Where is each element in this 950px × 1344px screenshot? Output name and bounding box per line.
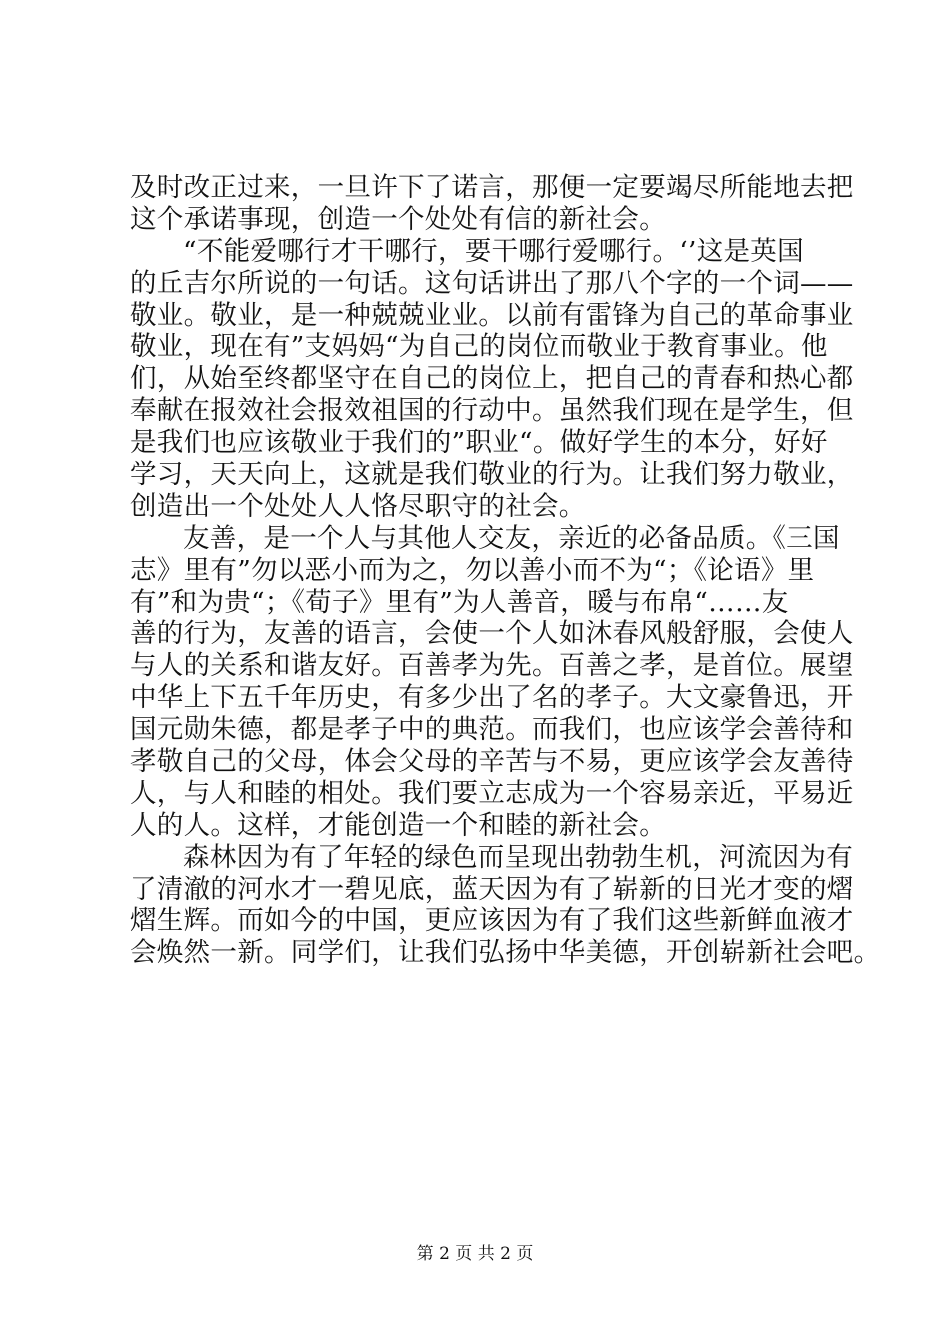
text-line: 学习，天天向上，这就是我们敬业的行为。让我们努力敬业， (130, 459, 854, 491)
paragraph-start-line: 森林因为有了年轻的绿色而呈现出勃勃生机，河流因为有 (183, 841, 853, 873)
text-line: 及时改正过来，一旦许下了诺言，那便一定要竭尽所能地去把 (130, 172, 854, 203)
text-line: 孝敬自己的父母，体会父母的辛苦与不易，更应该学会友善待 (130, 746, 854, 778)
text-line: 这个承诺事现，创造一个处处有信的新社会。 (130, 203, 666, 235)
text-line: 人，与人和睦的相处。我们要立志成为一个容易亲近，平易近 (130, 777, 854, 809)
text-line: 们，从始至终都坚守在自己的岗位上，把自己的青春和热心都 (130, 363, 854, 395)
text-line: 志》里有”勿以恶小而为之，勿以善小而不为“；《论语》里 (130, 554, 815, 586)
text-line: 国元勋朱德，都是孝子中的典范。而我们，也应该学会善待和 (130, 714, 854, 746)
paragraph-start-line: “不能爱哪行才干哪行，要干哪行爱哪行。‘’这是英国 (183, 235, 804, 267)
text-line: 中华上下五千年历史，有多少出了名的孝子。大文豪鲁迅，开 (130, 682, 854, 714)
paragraph-start-line: 友善，是一个人与其他人交友，亲近的必备品质。《三国 (183, 522, 840, 554)
text-line: 敬业。敬业，是一种兢兢业业。以前有雷锋为自己的革命事业 (130, 299, 854, 331)
text-line: 奉献在报效社会报效祖国的行动中。虽然我们现在是学生，但 (130, 395, 854, 427)
text-line: 是我们也应该敬业于我们的”职业“。做好学生的本分，好好 (130, 427, 828, 459)
text-line: 会焕然一新。同学们，让我们弘扬中华美德，开创崭新社会吧。 (130, 937, 881, 969)
page-footer: 第 2 页 共 2 页 (416, 1244, 534, 1264)
text-line: 善的行为，友善的语言，会使一个人如沐春风般舒服，会使人 (130, 618, 854, 650)
text-line: 创造出一个处处人人恪尽职守的社会。 (130, 490, 586, 522)
text-line: 人的人。这样，才能创造一个和睦的新社会。 (130, 809, 666, 841)
text-line: 敬业，现在有”支妈妈“为自己的岗位而敬业于教育事业。他 (130, 331, 828, 363)
text-line: 了清澈的河水才一碧见底，蓝天因为有了崭新的日光才变的熠 (130, 873, 854, 905)
text-line: 的丘吉尔所说的一句话。这句话讲出了那八个字的一个词—— (130, 267, 854, 299)
text-line: 有”和为贵“；《荀子》里有”为人善音，暖与布帛“……友 (130, 586, 789, 618)
document-body (130, 172, 881, 969)
text-line: 熠生辉。而如今的中国，更应该因为有了我们这些新鲜血液才 (130, 905, 854, 937)
text-line: 与人的关系和谐友好。百善孝为先。百善之孝，是首位。展望 (130, 650, 854, 682)
